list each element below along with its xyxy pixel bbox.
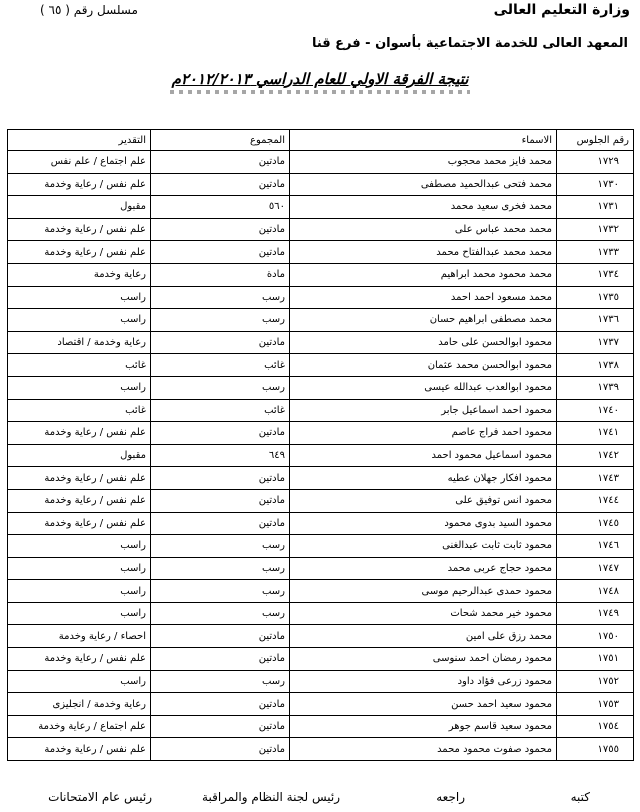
seat-number-cell: ١٧٣٠ — [557, 173, 634, 196]
grade-cell: رعاية وخدمة / انجليزى — [8, 693, 151, 716]
table-row — [8, 512, 634, 535]
seat-number-cell: ١٧٤٠ — [557, 399, 634, 422]
grade-cell: علم اجتماع / رعاية وخدمة — [8, 715, 151, 738]
table-row — [8, 331, 634, 354]
ministry-name: وزارة التعليم العالى — [493, 2, 630, 18]
seat-number-cell: ١٧٣٩ — [557, 376, 634, 399]
student-name-cell: محمود سعيد احمد حسن — [290, 693, 557, 716]
table-row — [8, 218, 634, 241]
total-cell: رسب — [151, 535, 290, 558]
column-header-total: المجموع — [151, 130, 290, 151]
student-name-cell: محمد فايز محمد محجوب — [290, 151, 557, 174]
grade-cell: احصاء / رعاية وخدمة — [8, 625, 151, 648]
total-cell: مادتين — [151, 512, 290, 535]
table-row — [8, 309, 634, 332]
total-cell: غائب — [151, 399, 290, 422]
grade-cell: راسب — [8, 670, 151, 693]
table-row — [8, 625, 634, 648]
total-cell: رسب — [151, 376, 290, 399]
student-name-cell: محمد رزق على امين — [290, 625, 557, 648]
student-name-cell: محمود ابوالحسن محمد عثمان — [290, 354, 557, 377]
student-name-cell: محمود حجاج عربى محمد — [290, 557, 557, 580]
seat-number-cell: ١٧٤٣ — [557, 467, 634, 490]
table-row — [8, 286, 634, 309]
table-row — [8, 738, 634, 761]
column-header-names: الاسماء — [290, 130, 557, 151]
title-shadow-decoration — [170, 90, 470, 94]
total-cell: رسب — [151, 309, 290, 332]
table-row — [8, 693, 634, 716]
grade-cell: علم نفس / رعاية وخدمة — [8, 173, 151, 196]
student-name-cell: محمد مصطفى ابراهيم حسان — [290, 309, 557, 332]
student-name-cell: محمود احمد فراج عاصم — [290, 422, 557, 445]
total-cell: مادتين — [151, 625, 290, 648]
seat-number-cell: ١٧٣٨ — [557, 354, 634, 377]
seat-number-cell: ١٧٣١ — [557, 196, 634, 219]
grade-cell: راسب — [8, 309, 151, 332]
total-cell: ٦٤٩ — [151, 444, 290, 467]
grade-cell: علم نفس / رعاية وخدمة — [8, 422, 151, 445]
table-row — [8, 196, 634, 219]
table-row — [8, 151, 634, 174]
total-cell: مادتين — [151, 693, 290, 716]
student-name-cell: محمود ابوالعدب عبدالله عيسى — [290, 376, 557, 399]
table-row — [8, 173, 634, 196]
student-name-cell: محمود انس توفيق على — [290, 489, 557, 512]
grade-cell: علم نفس / رعاية وخدمة — [8, 467, 151, 490]
student-name-cell: محمود اسماعيل محمود احمد — [290, 444, 557, 467]
seat-number-cell: ١٧٤٦ — [557, 535, 634, 558]
seat-number-cell: ١٧٥٢ — [557, 670, 634, 693]
student-name-cell: محمد محمد عباس على — [290, 218, 557, 241]
table-row — [8, 648, 634, 671]
results-table — [7, 129, 634, 761]
seat-number-cell: ١٧٥٠ — [557, 625, 634, 648]
grade-cell: رعاية وخدمة — [8, 263, 151, 286]
total-cell: مادتين — [151, 715, 290, 738]
table-header-row — [8, 130, 634, 151]
table-row — [8, 580, 634, 603]
grade-cell: راسب — [8, 376, 151, 399]
seat-number-cell: ١٧٢٩ — [557, 151, 634, 174]
total-cell: مادتين — [151, 489, 290, 512]
student-name-cell: محمود رمضان احمد سنوسى — [290, 648, 557, 671]
signature-footer — [0, 790, 640, 810]
student-name-cell: محمود صفوت محمود محمد — [290, 738, 557, 761]
seat-number-cell: ١٧٤٧ — [557, 557, 634, 580]
table-row — [8, 602, 634, 625]
table-row — [8, 376, 634, 399]
total-cell: رسب — [151, 602, 290, 625]
total-cell: مادتين — [151, 467, 290, 490]
column-header-seat-number: رقم الجلوس — [557, 130, 634, 151]
grade-cell: علم نفس / رعاية وخدمة — [8, 512, 151, 535]
exams-head-label: رئيس عام الامتحانات — [48, 790, 152, 804]
table-body — [8, 151, 634, 761]
grade-cell: علم نفس / رعاية وخدمة — [8, 218, 151, 241]
reviewed-by-label: راجعه — [436, 790, 465, 804]
student-name-cell: محمود ابوالحسن على حامد — [290, 331, 557, 354]
total-cell: مادتين — [151, 173, 290, 196]
serial-number: مسلسل رقم ( ٦٥ ) — [40, 3, 138, 17]
committee-head-label: رئيس لجنة النظام والمراقبة — [202, 790, 340, 804]
table-row — [8, 467, 634, 490]
page-title: نتيجة الفرقة الاولي للعام الدراسي ٢٠١٢/٢٠١٣م — [171, 70, 469, 88]
grade-cell: غائب — [8, 399, 151, 422]
grade-cell: علم نفس / رعاية وخدمة — [8, 648, 151, 671]
student-name-cell: محمود افكار جهلان عطيه — [290, 467, 557, 490]
seat-number-cell: ١٧٤٨ — [557, 580, 634, 603]
student-name-cell: محمود السيد بدوى محمود — [290, 512, 557, 535]
grade-cell: راسب — [8, 535, 151, 558]
grade-cell: غائب — [8, 354, 151, 377]
seat-number-cell: ١٧٥٥ — [557, 738, 634, 761]
total-cell: مادتين — [151, 151, 290, 174]
total-cell: رسب — [151, 557, 290, 580]
student-name-cell: محمود حمدى عبدالرحيم موسى — [290, 580, 557, 603]
total-cell: مادة — [151, 263, 290, 286]
table-row — [8, 489, 634, 512]
seat-number-cell: ١٧٣٢ — [557, 218, 634, 241]
total-cell: مادتين — [151, 241, 290, 264]
student-name-cell: محمود ثابت ثابت عبدالغنى — [290, 535, 557, 558]
seat-number-cell: ١٧٥٣ — [557, 693, 634, 716]
seat-number-cell: ١٧٥١ — [557, 648, 634, 671]
written-by-label: كتبه — [570, 790, 590, 804]
grade-cell: راسب — [8, 286, 151, 309]
grade-cell: علم نفس / رعاية وخدمة — [8, 489, 151, 512]
grade-cell: مقبول — [8, 196, 151, 219]
total-cell: رسب — [151, 580, 290, 603]
student-name-cell: محمود خير محمد شحات — [290, 602, 557, 625]
total-cell: رسب — [151, 670, 290, 693]
seat-number-cell: ١٧٣٦ — [557, 309, 634, 332]
seat-number-cell: ١٧٤٢ — [557, 444, 634, 467]
seat-number-cell: ١٧٤٩ — [557, 602, 634, 625]
total-cell: ٥٦٠ — [151, 196, 290, 219]
student-name-cell: محمد مسعود احمد احمد — [290, 286, 557, 309]
student-name-cell: محمد فخرى سعيد محمد — [290, 196, 557, 219]
total-cell: غائب — [151, 354, 290, 377]
seat-number-cell: ١٧٣٤ — [557, 263, 634, 286]
seat-number-cell: ١٧٣٧ — [557, 331, 634, 354]
seat-number-cell: ١٧٤٤ — [557, 489, 634, 512]
institute-name: المعهد العالى للخدمة الاجتماعية بأسوان - فرع قنا — [311, 36, 628, 51]
student-name-cell: محمد محمد عبدالفتاح محمد — [290, 241, 557, 264]
total-cell: مادتين — [151, 738, 290, 761]
grade-cell: علم اجتماع / علم نفس — [8, 151, 151, 174]
table-row — [8, 263, 634, 286]
seat-number-cell: ١٧٥٤ — [557, 715, 634, 738]
grade-cell: راسب — [8, 580, 151, 603]
seat-number-cell: ١٧٣٥ — [557, 286, 634, 309]
student-name-cell: محمد فتحى عبدالحميد مصطفى — [290, 173, 557, 196]
table-row — [8, 535, 634, 558]
grade-cell: راسب — [8, 602, 151, 625]
student-name-cell: محمود سعيد قاسم جوهر — [290, 715, 557, 738]
table-row — [8, 444, 634, 467]
table-row — [8, 670, 634, 693]
total-cell: مادتين — [151, 218, 290, 241]
seat-number-cell: ١٧٣٣ — [557, 241, 634, 264]
table-row — [8, 557, 634, 580]
table-row — [8, 422, 634, 445]
total-cell: مادتين — [151, 422, 290, 445]
column-header-grade: التقدير — [8, 130, 151, 151]
grade-cell: راسب — [8, 557, 151, 580]
grade-cell: مقبول — [8, 444, 151, 467]
student-name-cell: محمد محمود محمد ابراهيم — [290, 263, 557, 286]
student-name-cell: محمود زرعى فؤاد داود — [290, 670, 557, 693]
total-cell: مادتين — [151, 648, 290, 671]
student-name-cell: محمود احمد اسماعيل جابر — [290, 399, 557, 422]
grade-cell: رعاية وخدمة / اقتصاد — [8, 331, 151, 354]
table-row — [8, 715, 634, 738]
table-row — [8, 354, 634, 377]
seat-number-cell: ١٧٤١ — [557, 422, 634, 445]
seat-number-cell: ١٧٤٥ — [557, 512, 634, 535]
grade-cell: علم نفس / رعاية وخدمة — [8, 241, 151, 264]
total-cell: مادتين — [151, 331, 290, 354]
table-row — [8, 241, 634, 264]
table-row — [8, 399, 634, 422]
grade-cell: علم نفس / رعاية وخدمة — [8, 738, 151, 761]
total-cell: رسب — [151, 286, 290, 309]
